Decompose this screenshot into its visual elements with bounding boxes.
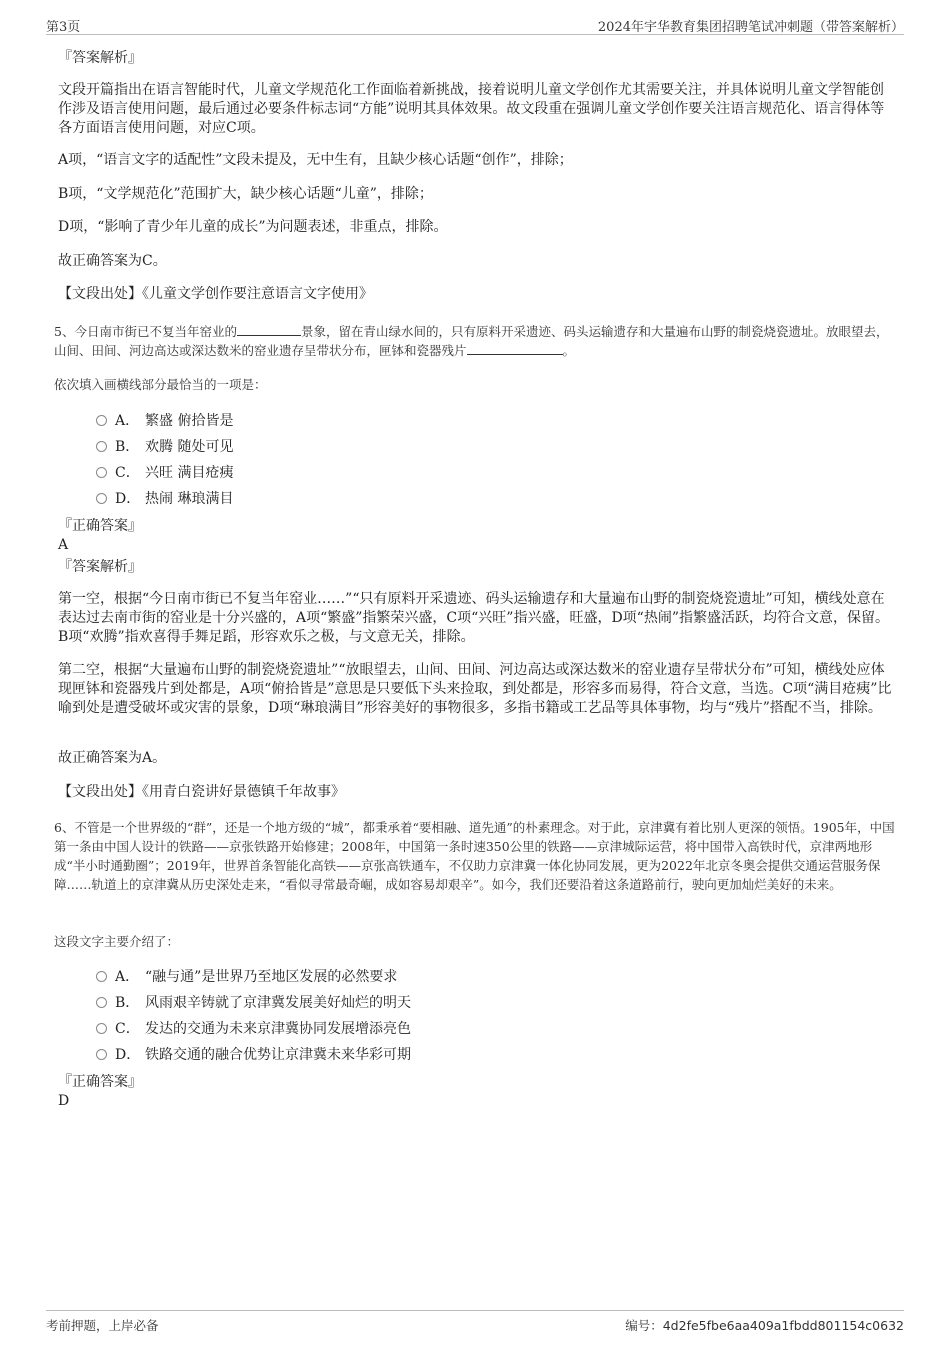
page-number: 第3页: [46, 20, 81, 35]
analysis-paragraph: 第二空，根据“大量遍布山野的制瓷烧瓷遗址”“放眼望去，山间、田间、河边高达或深达数米的窑业遗存呈带状分布”可知，横线处应体现匣钵和瓷器残片到处都是，A项“俯拾皆是”意思是只要低下头来捡取，到处都是，形容多而易得，符合文意，当选。C项“满目疮痍”比喻到处是遭受破坏或灾害的景象，D项“琳琅满目”形容美好的事物很多，多指书籍或工艺品等具体事物，均与“残片”搭配不当，排除。: [58, 662, 892, 716]
fill-blank: [467, 342, 563, 355]
radio-icon[interactable]: [96, 997, 107, 1008]
radio-icon[interactable]: [96, 1049, 107, 1060]
document-code: 编号：4d2fe5fbe6aa409a1fbdd801154c0632: [625, 1318, 904, 1333]
answer-conclusion: 故正确答案为A。: [58, 750, 167, 766]
radio-icon[interactable]: [96, 441, 107, 452]
fill-blank: [237, 323, 301, 336]
footer-slogan: 考前押题，上岸必备: [46, 1318, 159, 1333]
analysis-paragraph: 文段开篇指出在语言智能时代，儿童文学规范化工作面临着新挑战，接着说明儿童文学创作尤其需要关注，并具体说明儿童文学智能创作涉及语言使用问题，最后通过必要条件标志词“方能”说明其具体效果。故文段重在强调儿童文学创作要关注语言规范化、语言得体等各方面语言使用问题，对应C项。: [58, 82, 885, 136]
option-c[interactable]: C． 发达的交通为未来京津冀协同发展增添亮色: [96, 1018, 856, 1040]
option-b[interactable]: B． 风雨艰辛铸就了京津冀发展美好灿烂的明天: [96, 992, 856, 1014]
analysis-label: 『答案解析』: [58, 50, 142, 66]
answer-conclusion: 故正确答案为C。: [58, 253, 167, 269]
option-c[interactable]: C． 兴旺 满目疮痍: [96, 462, 856, 484]
question-prompt: 这段文字主要介绍了：: [54, 934, 180, 949]
analysis-paragraph: D项，“影响了青少年儿童的成长”为问题表述，非重点，排除。: [58, 219, 448, 235]
option-d[interactable]: D． 热闹 琳琅满目: [96, 488, 856, 510]
analysis-paragraph: A项，“语言文字的适配性”文段未提及，无中生有，且缺少核心话题“创作”，排除；: [58, 152, 573, 168]
analysis-paragraph: 第一空，根据“今日南市街已不复当年窑业……”“只有原料开采遗迹、码头运输遗存和大量遍布山野的制瓷烧瓷遗址”可知，横线处意在表达过去南市街的窑业是十分兴盛的，A项“繁盛”指繁荣兴盛，C项“兴旺”指兴盛，旺盛，D项“热闹”指繁盛活跃，均符合文意，保留。B项“欢腾”指欢喜得手舞足蹈，形容欢乐之极，与文意无关，排除。: [58, 591, 889, 645]
correct-answer-label: 『正确答案』: [58, 518, 142, 534]
question-prompt: 依次填入画横线部分最恰当的一项是：: [54, 377, 267, 392]
document-title: 2024年宇华教育集团招聘笔试冲刺题（带答案解析）: [597, 20, 904, 35]
analysis-label: 『答案解析』: [58, 559, 142, 575]
option-b[interactable]: B． 欢腾 随处可见: [96, 436, 856, 458]
source-citation: 【文段出处】《儿童文学创作要注意语言文字使用》: [58, 286, 373, 302]
page-footer: [46, 1310, 904, 1333]
radio-icon[interactable]: [96, 415, 107, 426]
analysis-paragraph: B项，“文学规范化”范围扩大，缺少核心话题“儿童”，排除；: [58, 186, 433, 202]
source-citation: 【文段出处】《用青白瓷讲好景德镇千年故事》: [58, 784, 345, 800]
option-a[interactable]: A． 繁盛 俯拾皆是: [96, 410, 856, 432]
correct-answer: D: [58, 1093, 70, 1109]
radio-icon[interactable]: [96, 1023, 107, 1034]
option-d[interactable]: D． 铁路交通的融合优势让京津冀未来华彩可期: [96, 1044, 856, 1066]
correct-answer: A: [58, 537, 69, 553]
radio-icon[interactable]: [96, 467, 107, 478]
option-a[interactable]: A． “融与通”是世界乃至地区发展的必然要求: [96, 966, 856, 988]
question-stem: 5、今日南市街已不复当年窑业的 景象，留在青山绿水间的，只有原料开采遗迹、码头运输遗存和大量遍布山野的制瓷烧瓷遗址。放眼望去，山间、田间、河边高达或深达数米的窑业遗存呈带状分布，匣钵和瓷器残片 。: [54, 324, 889, 358]
radio-icon[interactable]: [96, 971, 107, 982]
radio-icon[interactable]: [96, 493, 107, 504]
page-header: [46, 14, 904, 35]
question-stem: 6、不管是一个世界级的“群”，还是一个地方级的“城”，都秉承着“要相融、道先通”的朴素理念。对于此，京津冀有着比别人更深的领悟。1905年，中国第一条由中国人设计的铁路——京张铁路开始修建；2008年，中国第一条时速350公里的铁路——京津城际运营，将中国带入高铁时代，京津两地形成“半小时通勤圈”；2019年，世界首条智能化高铁——京张高铁通车，不仅助力京津冀一体化协同发展，更为2022年北京冬奥会提供交通运营服务保障……轨道上的京津冀从历史深处走来，“看似寻常最奇崛，成如容易却艰辛”。如今，我们还要沿着这条道路前行，驶向更加灿烂美好的未来。: [54, 820, 895, 892]
correct-answer-label: 『正确答案』: [58, 1074, 142, 1090]
